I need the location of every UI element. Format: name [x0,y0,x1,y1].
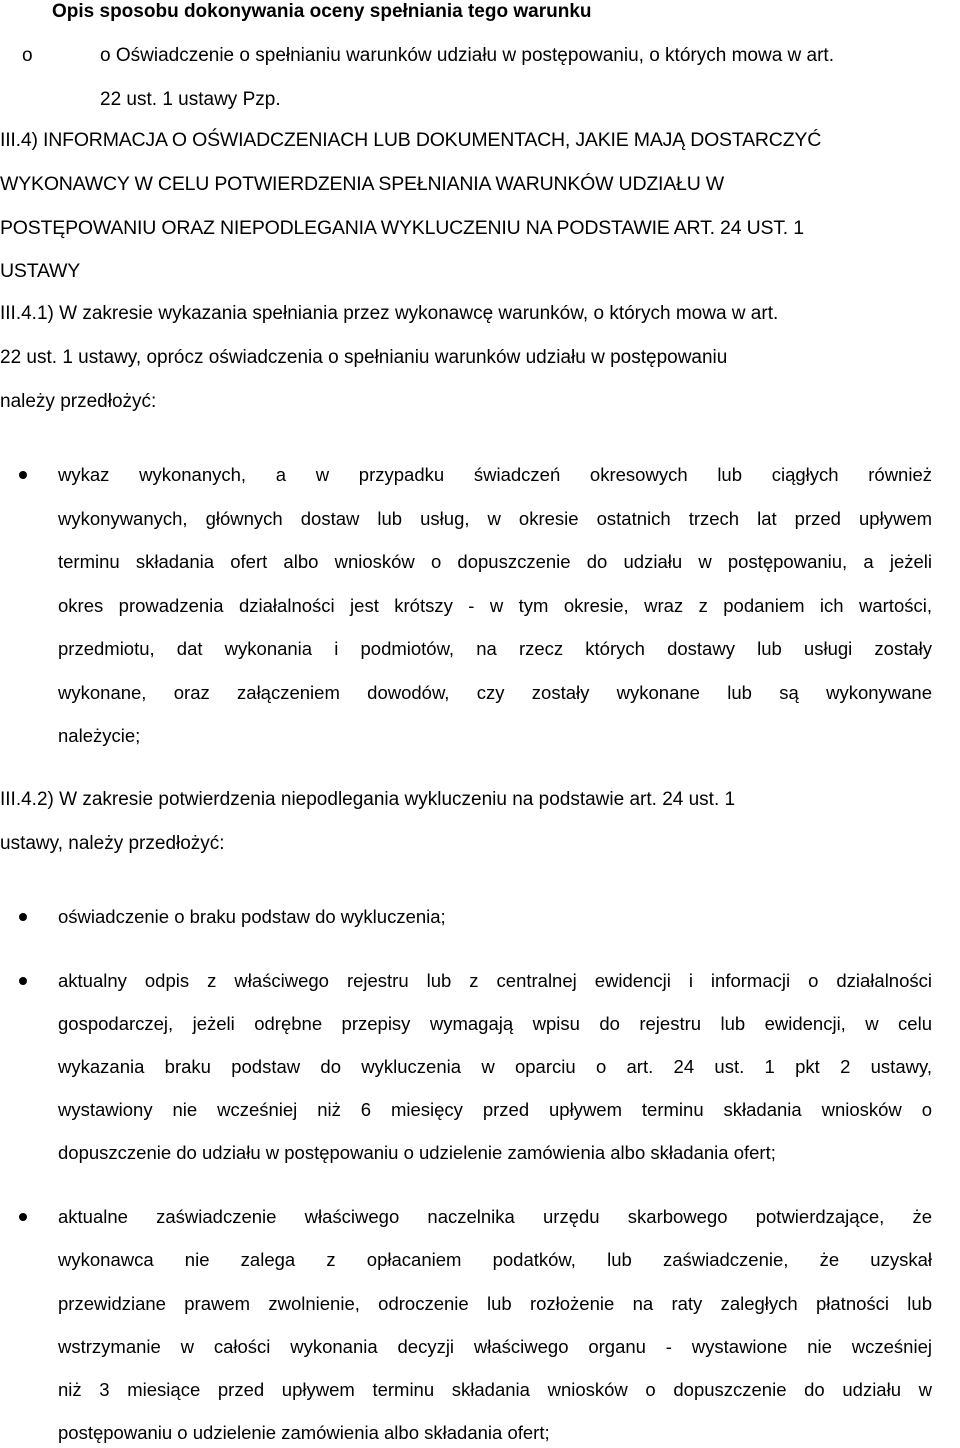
list-item-line: aktualne zaświadczenie właściwego naczelnika urzędu skarbowego potwierdzające, że [58,1206,932,1227]
list-item-line: przedmiotu, dat wykonania i podmiotów, na rzecz których dostawy lub usługi zostały [58,638,932,659]
bullet-icon [19,977,27,985]
list-item-line: wstrzymanie w całości wykonania decyzji właściwego organu - wystawione nie wcześniej [58,1336,932,1357]
section-III4-heading-line-1: III.4) INFORMACJA O OŚWIADCZENIACH LUB DOKUMENTACH, JAKIE MAJĄ DOSTARCZYĆ [0,129,822,151]
list-item-line: dopuszczenie do udziału w postępowaniu o udzielenie zamówienia albo składania ofert; [58,1142,776,1163]
list-item-line: niż 3 miesiące przed upływem terminu składania wniosków o dopuszczenie do udziału w [58,1379,932,1400]
list-item-line: okres prowadzenia działalności jest krótszy - w tym okresie, wraz z podaniem ich wartości, [58,595,932,616]
section-III4-heading-line-3: POSTĘPOWANIU ORAZ NIEPODLEGANIA WYKLUCZENIU NA PODSTAWIE ART. 24 UST. 1 [0,217,804,239]
list-item-line: wykonawca nie zalega z opłacaniem podatków, lub zaświadczenie, że uzyskał [58,1249,932,1270]
section-III4-heading-line-4: USTAWY [0,260,81,282]
bullet-icon [19,471,27,479]
section-III42-line-1: III.4.2) W zakresie potwierdzenia niepodlegania wykluczeniu na podstawie art. 24 ust. 1 [0,789,736,810]
sub-item-line-1: o Oświadczenie o spełnianiu warunków udziału w postępowaniu, o których mowa w art. [100,45,834,66]
list-item-line: należycie; [58,725,141,746]
list-marker-o: o [22,45,33,66]
section-heading: Opis sposobu dokonywania oceny spełniania tego warunku [52,1,592,22]
list-item-line: oświadczenie o braku podstaw do wykluczenia; [58,906,446,927]
section-III41-line-2: 22 ust. 1 ustawy, oprócz oświadczenia o spełnianiu warunków udziału w postępowaniu [0,347,728,368]
list-item-line: gospodarczej, jeżeli odrębne przepisy wymagają wpisu do rejestru lub ewidencji, w celu [58,1013,932,1034]
list-item-line: postępowaniu o udzielenie zamówienia albo składania ofert; [58,1422,550,1443]
list-item-line: wykaz wykonanych, a w przypadku świadczeń okresowych lub ciągłych również [58,464,932,485]
list-item-line: aktualny odpis z właściwego rejestru lub z centralnej ewidencji i informacji o działalności [58,970,932,991]
section-III4-heading-line-2: WYKONAWCY W CELU POTWIERDZENIA SPEŁNIANIA WARUNKÓW UDZIAŁU W [0,173,725,195]
section-III41-line-3: należy przedłożyć: [0,391,157,412]
sub-item-line-2: 22 ust. 1 ustawy Pzp. [100,89,281,110]
list-item-line: wykazania braku podstaw do wykluczenia w oparciu o art. 24 ust. 1 pkt 2 ustawy, [58,1056,932,1077]
bullet-icon [19,1213,27,1221]
section-III41-line-1: III.4.1) W zakresie wykazania spełniania przez wykonawcę warunków, o których mowa w art. [0,303,779,324]
list-item-line: wykonywanych, głównych dostaw lub usług, w okresie ostatnich trzech lat przed upływem [58,508,932,529]
bullet-icon [19,913,27,921]
list-item-line: przewidziane prawem zwolnienie, odroczenie lub rozłożenie na raty zaległych płatności lub [58,1293,932,1314]
section-III42-line-2: ustawy, należy przedłożyć: [0,833,225,854]
list-item-line: wykonane, oraz załączeniem dowodów, czy zostały wykonane lub są wykonywane [58,682,932,703]
list-item-line: wystawiony nie wcześniej niż 6 miesięcy przed upływem terminu składania wniosków o [58,1099,932,1120]
list-item-line: terminu składania ofert albo wniosków o dopuszczenie do udziału w postępowaniu, a jeżeli [58,551,932,572]
